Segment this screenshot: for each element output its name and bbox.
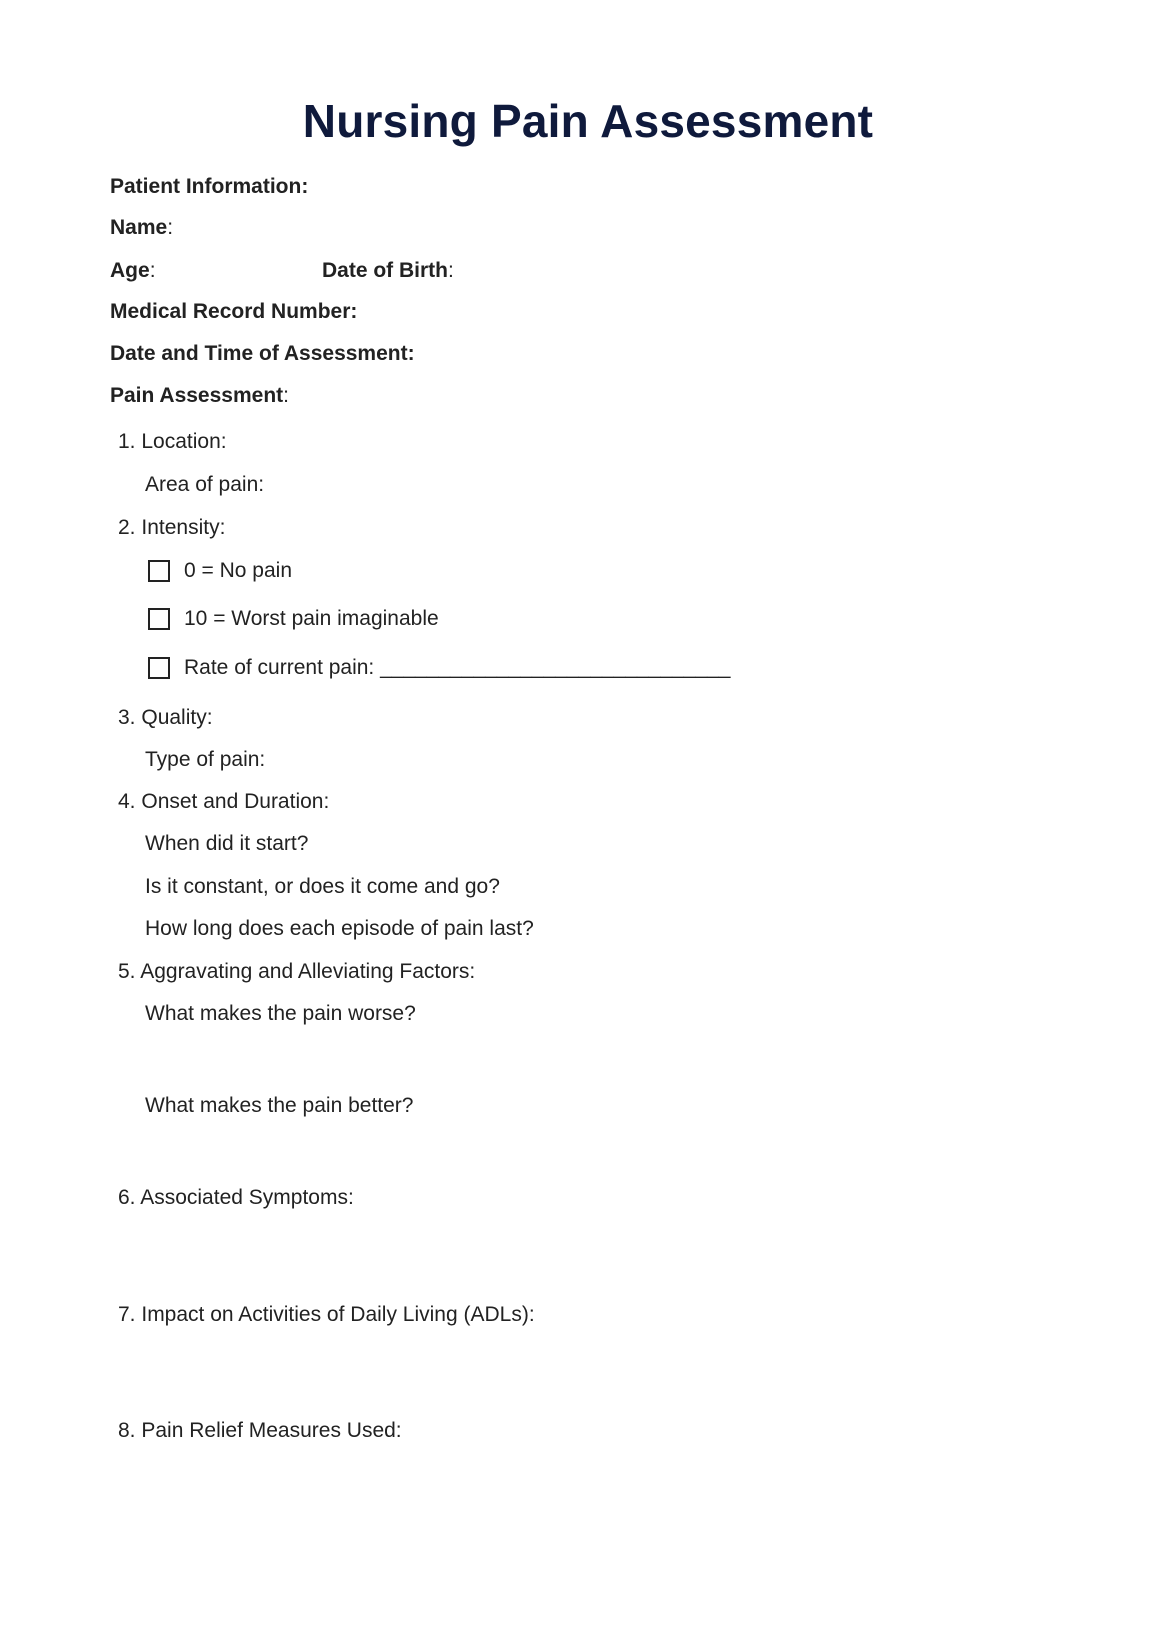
item-label: Associated Symptoms: [140, 1186, 354, 1209]
item-label: Aggravating and Alleviating Factors: [140, 960, 476, 983]
intensity-option-current-rate[interactable] [148, 656, 730, 680]
item-impact-adls[interactable] [118, 1303, 535, 1327]
intensity-option-no-pain[interactable] [148, 559, 292, 583]
pain-assessment-heading [110, 384, 289, 408]
age-field[interactable] [110, 259, 156, 283]
pain-assessment-label: Pain Assessment [110, 384, 284, 407]
option-label: Rate of current pain: ______________________________ [184, 656, 731, 679]
item-number: 5. [118, 960, 136, 983]
item-label: Pain Relief Measures Used: [141, 1419, 402, 1442]
type-of-pain-field[interactable]: Type of pain: [145, 748, 266, 771]
item-label: Intensity: [141, 516, 226, 539]
item-number: 8. [118, 1419, 136, 1442]
patient-information-heading: Patient Information: [110, 175, 309, 198]
age-label: Age [110, 259, 150, 282]
item-quality [118, 706, 213, 730]
item-aggravating-alleviating [118, 960, 475, 984]
medical-record-number-label: Medical Record Number: [110, 300, 358, 323]
date-time-assessment-label: Date and Time of Assessment: [110, 342, 415, 365]
page-title: Nursing Pain Assessment [302, 95, 874, 147]
pain-better-question[interactable]: What makes the pain better? [145, 1094, 414, 1117]
age-colon: : [149, 259, 156, 282]
option-label: 0 = No pain [184, 559, 292, 582]
name-field[interactable] [110, 216, 173, 240]
item-number: 1. [118, 430, 136, 453]
item-number: 7. [118, 1303, 136, 1326]
checkbox[interactable] [148, 560, 170, 582]
item-location [118, 430, 227, 454]
item-label: Quality: [141, 706, 213, 729]
pattern-question[interactable]: Is it constant, or does it come and go? [145, 875, 500, 898]
checkbox[interactable] [148, 657, 170, 679]
name-colon: : [167, 216, 174, 239]
item-pain-relief-measures[interactable] [118, 1419, 402, 1443]
pain-assessment-colon: : [283, 384, 289, 407]
option-label: 10 = Worst pain imaginable [184, 607, 439, 630]
onset-question[interactable]: When did it start? [145, 832, 309, 855]
area-of-pain-field[interactable]: Area of pain: [145, 473, 265, 496]
item-number: 4. [118, 790, 136, 813]
item-associated-symptoms[interactable] [118, 1186, 354, 1210]
item-label: Impact on Activities of Daily Living (ADLs): [141, 1303, 535, 1326]
item-onset-duration [118, 790, 329, 814]
item-number: 3. [118, 706, 136, 729]
item-label: Onset and Duration: [141, 790, 330, 813]
date-of-birth-label: Date of Birth [322, 259, 448, 282]
name-label: Name [110, 216, 168, 239]
pain-worse-question[interactable]: What makes the pain worse? [145, 1002, 416, 1025]
intensity-option-worst-pain[interactable] [148, 607, 439, 631]
checkbox[interactable] [148, 608, 170, 630]
episode-duration-question[interactable]: How long does each episode of pain last? [145, 917, 534, 940]
date-of-birth-colon: : [448, 259, 454, 282]
item-intensity [118, 516, 225, 540]
item-number: 6. [118, 1186, 136, 1209]
item-number: 2. [118, 516, 136, 539]
date-of-birth-field[interactable] [322, 259, 454, 283]
item-label: Location: [141, 430, 227, 453]
